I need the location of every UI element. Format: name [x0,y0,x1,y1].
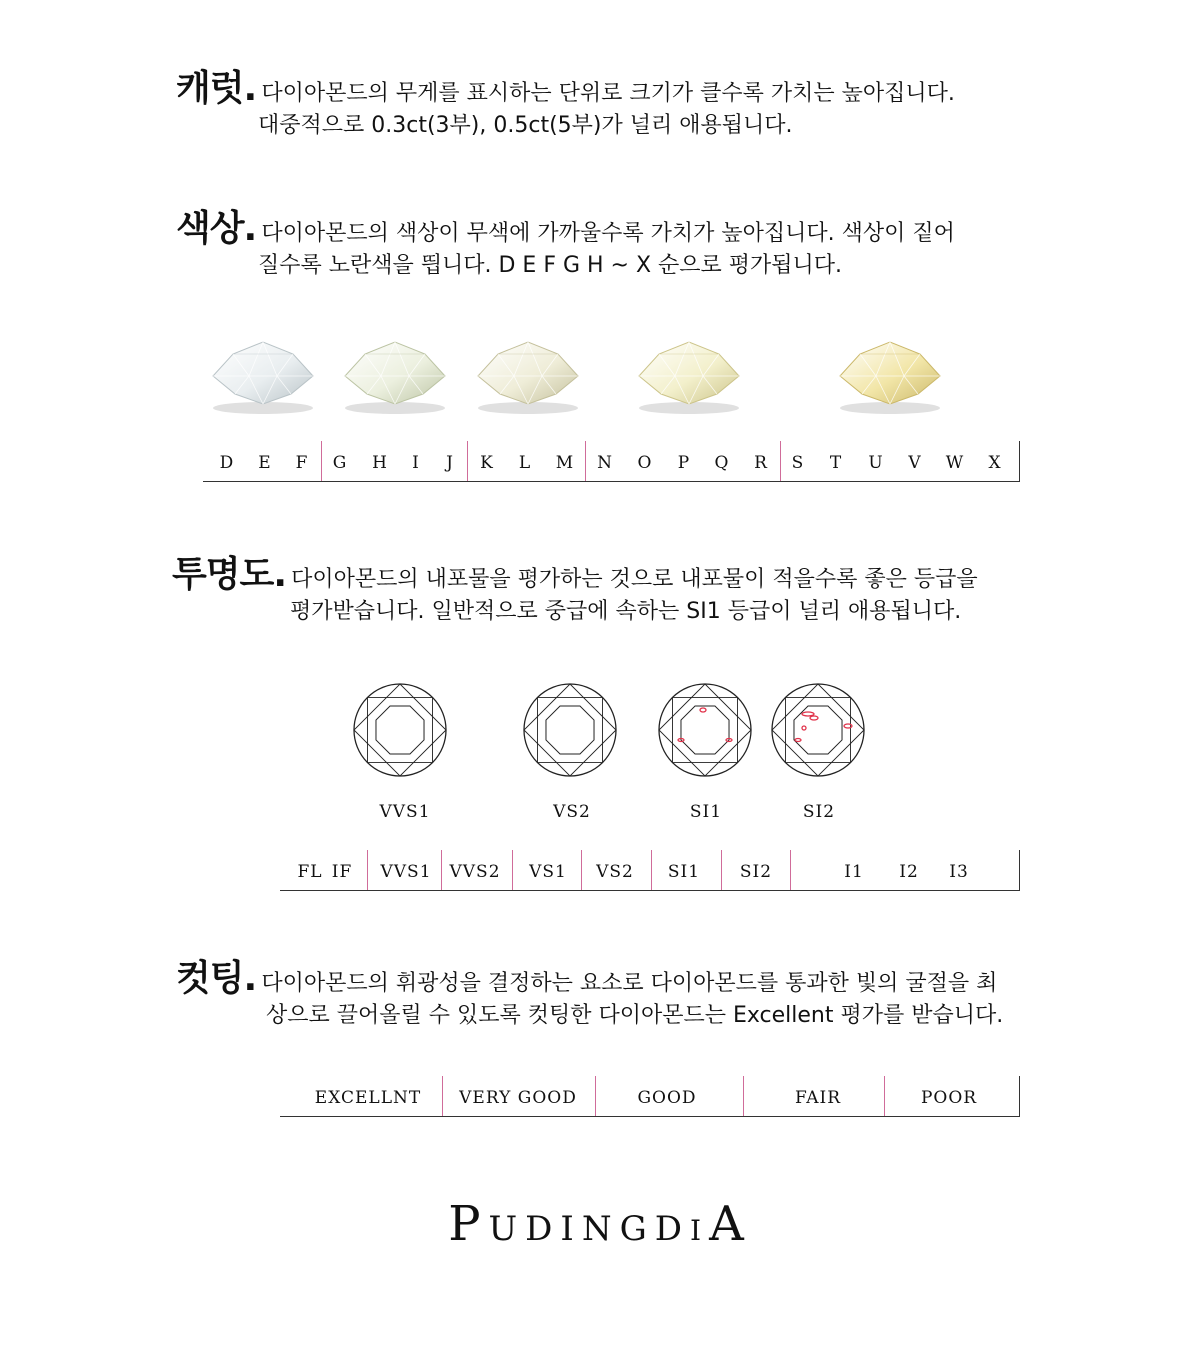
clarity-example-vvs1: VVS1 [379,802,431,822]
cut-desc-line1: 다이아몬드의 휘광성을 결정하는 요소로 다이아몬드를 통과한 빛의 굴절을 최 [261,971,998,996]
clarity-grade-label-si1: SI1 [667,862,701,882]
clarity-grade-separator [651,850,652,890]
cut-title: 컷팅. [176,958,257,999]
color-diamond-2 [335,328,455,418]
color-desc-line2: 질수록 노란색을 띕니다. D E F G H ~ X 순으로 평가됩니다. [258,253,843,278]
clarity-grade-separator [721,850,722,890]
clarity-grade-label-vs2: VS2 [596,862,634,882]
clarity-diagram-vs2 [524,684,616,776]
color-grade-label-r: R [754,453,768,473]
clarity-grade-label-si2: SI2 [739,862,773,882]
cut-grade-label-very-good: VERY GOOD [459,1088,577,1108]
clarity-grade-label-vvs1: VVS1 [380,862,432,882]
clarity-grade-separator [367,850,368,890]
color-grade-label-w: W [945,453,965,473]
color-grade-label-j: J [446,453,454,473]
cut-grade-label-good: GOOD [637,1088,697,1108]
clarity-grade-separator [790,850,791,890]
color-grade-label-v: V [908,453,922,473]
clarity-grade-label-i1: I1 [844,862,864,882]
clarity-grade-separator [441,850,442,890]
cut-grade-label-fair: FAIR [794,1088,842,1108]
clarity-grade-scale [280,850,1020,891]
carat-section [176,60,955,138]
color-grade-label-k: K [480,453,494,473]
cut-grade-label-excellnt: EXCELLNT [314,1088,422,1108]
color-grade-label-i: I [412,453,420,473]
clarity-grade-label-fl: FL [297,862,323,882]
color-diamond-3 [468,328,588,418]
clarity-grade-label-vs1: VS1 [529,862,567,882]
color-grade-label-f: F [295,453,309,473]
cut-grade-separator [595,1076,596,1116]
clarity-diagram-si1 [659,684,751,776]
color-grade-label-e: E [258,453,272,473]
carat-title: 캐럿. [176,68,257,109]
color-grade-label-n: N [597,453,613,473]
cut-grade-scale [280,1076,1020,1117]
color-section [176,200,955,278]
color-grade-separator [467,441,468,481]
clarity-diagrams [0,670,1200,790]
cut-grade-separator [442,1076,443,1116]
color-grade-label-p: P [677,453,691,473]
carat-desc-line2: 대중적으로 0.3ct(3부), 0.5ct(5부)가 널리 애용됩니다. [258,113,793,138]
clarity-grade-label-vvs2: VVS2 [449,862,501,882]
carat-desc-line1: 다이아몬드의 무게를 표시하는 단위로 크기가 클수록 가치는 높아집니다. [261,81,955,106]
clarity-grade-label-i3: I3 [949,862,969,882]
brand-logo: PUDINGDIA [448,1196,752,1252]
clarity-grade-label-i2: I2 [899,862,919,882]
color-grade-separator [585,441,586,481]
color-grade-label-l: L [518,453,532,473]
color-grade-label-x: X [988,453,1002,473]
cut-section [176,950,1004,1028]
cut-desc-line2: 상으로 끌어올릴 수 있도록 컷팅한 다이아몬드는 Excellent 평가를 받습니다. [266,1003,1004,1028]
clarity-example-vs2: VS2 [553,802,591,822]
clarity-grade-label-if: IF [331,862,353,882]
color-grade-label-o: O [637,453,653,473]
clarity-example-si1: SI1 [689,802,723,822]
color-desc-line1: 다이아몬드의 색상이 무색에 가까울수록 가치가 높아집니다. 색상이 짙어 [261,221,955,246]
cut-grade-separator [743,1076,744,1116]
color-grade-label-h: H [372,453,388,473]
color-diamond-5 [830,328,950,418]
clarity-example-si2: SI2 [802,802,836,822]
clarity-desc-line1: 다이아몬드의 내포물을 평가하는 것으로 내포물이 적을수록 좋은 등급을 [291,567,978,592]
clarity-section [172,546,978,624]
clarity-desc-line2: 평가받습니다. 일반적으로 중급에 속하는 SI1 등급이 널리 애용됩니다. [290,599,962,624]
clarity-diagram-si2 [772,684,864,776]
color-grade-separator [321,441,322,481]
color-grade-label-u: U [868,453,884,473]
color-grade-separator [780,441,781,481]
color-grade-label-t: T [829,453,843,473]
color-diamond-4 [629,328,749,418]
color-diamond-1 [203,328,323,418]
clarity-diagram-vvs1 [354,684,446,776]
cut-grade-label-poor: POOR [920,1088,978,1108]
clarity-grade-separator [512,850,513,890]
cut-grade-separator [884,1076,885,1116]
color-grade-label-g: G [332,453,348,473]
color-title: 색상. [176,208,257,249]
color-grade-label-d: D [219,453,235,473]
color-grade-scale [203,441,1020,482]
clarity-title: 투명도. [172,554,287,595]
clarity-grade-separator [581,850,582,890]
color-grade-label-m: M [555,453,575,473]
color-grade-label-q: Q [714,453,730,473]
color-grade-label-s: S [791,453,805,473]
